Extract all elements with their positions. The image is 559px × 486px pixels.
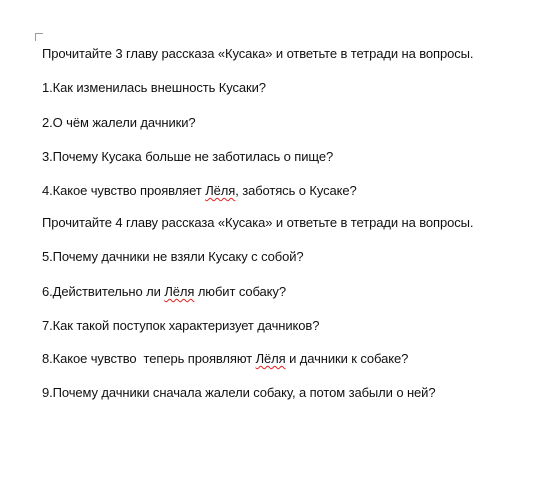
question-4-part-2: , заботясь о Кусаке?	[235, 183, 357, 198]
question-4-part-1: 4.Какое чувство проявляет	[42, 183, 206, 198]
question-6	[42, 284, 286, 300]
question-8-part-2: и дачники к собаке?	[285, 351, 409, 366]
chapter-3-instruction: Прочитайте 3 главу рассказа «Кусака» и ответьте в тетради на вопросы.	[42, 46, 474, 61]
question-4	[42, 183, 357, 199]
question-8-name-misspelled[interactable]: Лёля	[255, 351, 286, 366]
question-1: 1.Как изменилась внешность Кусаки?	[42, 80, 266, 95]
question-6-name-misspelled[interactable]: Лёля	[164, 284, 195, 299]
question-6-part-1: 6.Действительно ли	[42, 284, 165, 299]
question-7: 7.Как такой поступок характеризует дачников?	[42, 318, 320, 333]
question-9: 9.Почему дачники сначала жалели собаку, а потом забыли о ней?	[42, 385, 436, 400]
question-4-name-misspelled[interactable]: Лёля	[205, 183, 236, 198]
page-margin-corner-mark	[35, 33, 43, 41]
question-3: 3.Почему Кусака больше не заботилась о пище?	[42, 149, 334, 164]
question-8-part-1: 8.Какое чувство теперь проявляют	[42, 351, 256, 366]
chapter-4-instruction: Прочитайте 4 главу рассказа «Кусака» и ответьте в тетради на вопросы.	[42, 215, 474, 230]
question-8	[42, 351, 408, 367]
question-6-part-2: любит собаку?	[194, 284, 286, 299]
question-2: 2.О чём жалели дачники?	[42, 115, 196, 130]
question-5: 5.Почему дачники не взяли Кусаку с собой?	[42, 249, 304, 264]
